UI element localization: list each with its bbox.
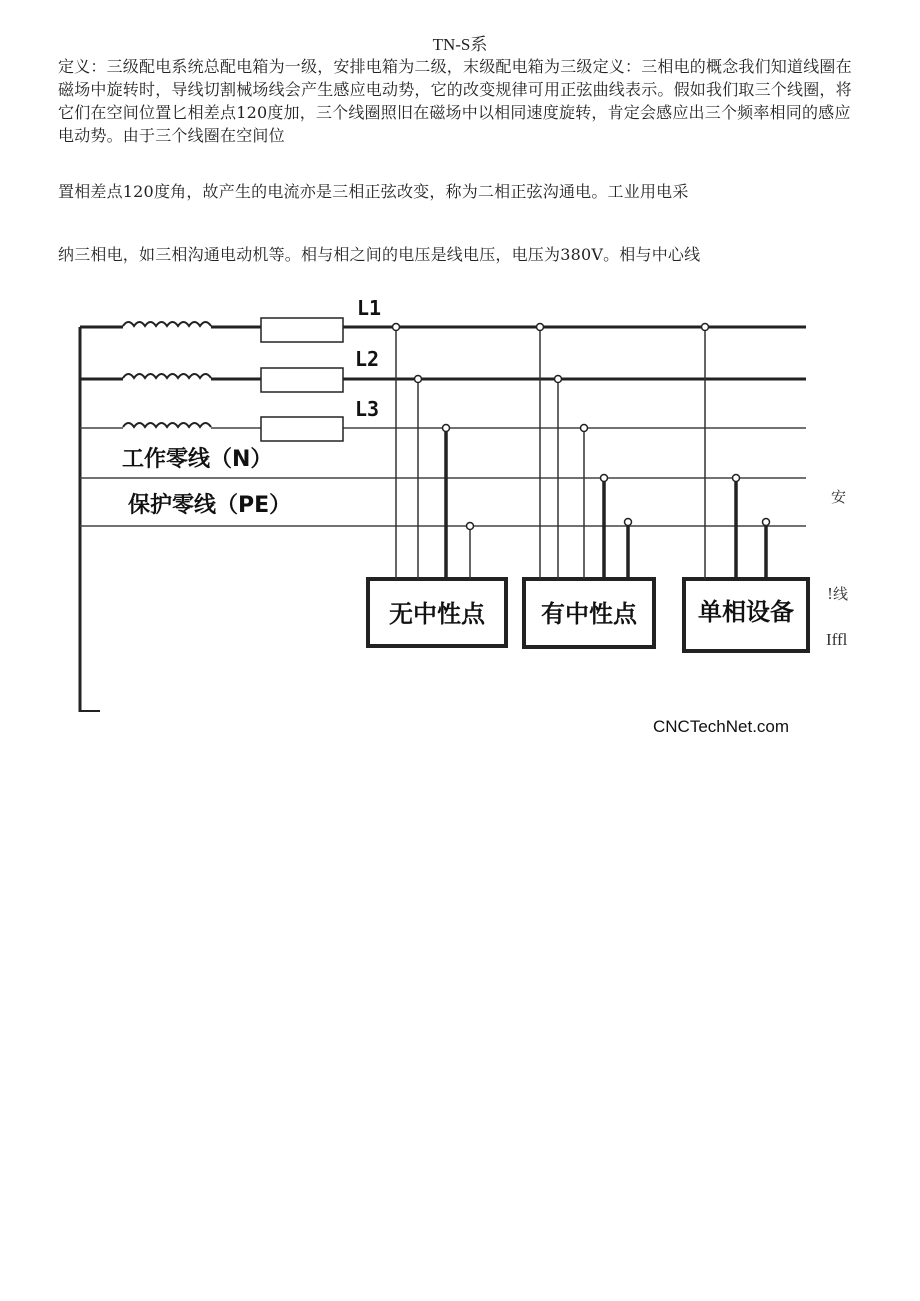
side-note-2: !线 <box>827 585 849 603</box>
box-no-neutral-label: 无中性点 <box>389 600 485 628</box>
side-note-3: Iffl <box>826 630 848 649</box>
label-l3: L3 <box>355 397 380 421</box>
fuse-l1-icon <box>261 318 343 342</box>
fuse-l2-icon <box>261 368 343 392</box>
box-single-phase-label: 单相设备 <box>698 598 794 626</box>
junction-icon <box>763 519 770 526</box>
label-neutral: 工作零线（N） <box>122 447 273 472</box>
watermark-site[interactable]: CNCTechNet.com <box>653 717 790 736</box>
junction-icon <box>443 425 450 432</box>
fuse-l3-icon <box>261 417 343 441</box>
junction-icon <box>702 324 709 331</box>
junction-icon <box>555 376 562 383</box>
box-with-neutral-label: 有中性点 <box>541 600 637 628</box>
junction-icon <box>393 324 400 331</box>
paragraph-1: 定义：三级配电系统总配电箱为一级，安排电箱为二级，末级配电箱为三级定义：三相电的概念我们知道线圈在磁场中旋转时，导线切割械场线会产生感应电动势，它的改变规律可用正弦曲线表示。假如我们取三个线圈，将它们在空间位置匕相差点120度加，三个线圈照旧在磁场中以相同速度旋转，肯定会感应出三个频率相同的感应电动势。由于三个线圈在空间位 <box>58 57 852 145</box>
junction-icon <box>733 475 740 482</box>
paragraph-2: 置相差点120度角，故产生的电流亦是三相正弦改变，称为二相正弦沟通电。工业用电采 <box>58 182 689 201</box>
side-note-1: 安 <box>831 488 847 506</box>
junction-icon <box>601 475 608 482</box>
junction-icon <box>625 519 632 526</box>
paragraph-3: 纳三相电，如三相沟通电动机等。相与相之间的电压是线电压，电压为380V。相与中心线 <box>58 245 701 264</box>
page-title: TN-S系 <box>432 35 488 54</box>
label-pe: 保护零线（PE） <box>128 493 292 518</box>
junction-icon <box>537 324 544 331</box>
label-l1: L1 <box>357 296 382 320</box>
label-l2: L2 <box>355 347 380 371</box>
junction-icon <box>415 376 422 383</box>
junction-icon <box>581 425 588 432</box>
junction-icon <box>467 523 474 530</box>
